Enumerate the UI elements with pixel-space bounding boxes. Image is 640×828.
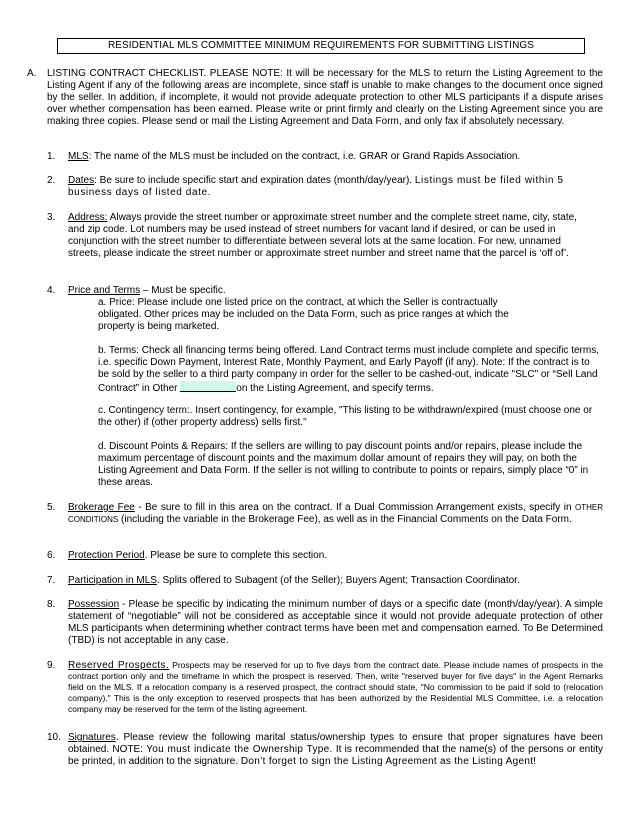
- item-3: [68, 212, 588, 260]
- item-8-label: Possession: [68, 599, 120, 610]
- item-4b-text-post: on the Listing Agreement, and specify terms.: [236, 383, 434, 394]
- item-9-number: 9.: [47, 660, 56, 671]
- item-10-text: . Please review the following marital status/ownership types to ensure that proper signatures have been obtained. NOTE:: [68, 732, 603, 755]
- item-1-text: : The name of the MLS must be included on the contract, i.e. GRAR or Grand Rapids Association.: [88, 151, 521, 162]
- item-8: [68, 599, 603, 647]
- item-6: [68, 550, 603, 562]
- item-5-label: Brokerage Fee: [68, 502, 135, 513]
- item-10-number: 10.: [47, 732, 61, 743]
- item-2-label: Dates: [68, 175, 95, 186]
- item-5-text: - Be sure to fill in this area on the contract. If a Dual Commission Arrangement exists, specify in: [134, 502, 575, 513]
- item-1-label: MLS: [68, 151, 89, 162]
- item-5: [68, 502, 603, 526]
- document-title: RESIDENTIAL MLS COMMITTEE MINIMUM REQUIREMENTS FOR SUBMITTING LISTINGS: [57, 38, 585, 54]
- item-5-number: 5.: [47, 502, 56, 513]
- item-9: [68, 660, 603, 715]
- item-10-label: Signatures: [68, 732, 116, 743]
- item-10-text-3: It is recommended that the name(s) of the persons or entity be printed, in addition to the signature.: [68, 744, 603, 767]
- item-4a: a. Price: Please include one listed price on the contract, at which the Seller is contractually obligated. Other prices may be included on the Data Form, such as price ranges at which the property is being marketed.: [98, 297, 509, 332]
- item-2-number: 2.: [47, 175, 56, 186]
- item-3-label: Address:: [68, 212, 108, 223]
- section-a-marker: A.: [27, 68, 37, 79]
- item-9-text: Prospects may be reserved for up to five days from the contract date. Please include names of prospects in the contract portion only and the timeframe in which the prospect is reserved. Then, write "reserved buyer for five days" in the Agent Remarks field on the MLS. If a relocation company is a reserved prospect, the contract should state, "No commission to be paid if sold to (relocation company)." This is the only exception to reserved prospects that has been authorized by the Residential MLS Committee, i.e. a relocation company may be reserved for the term of the listing agreement.: [68, 660, 603, 714]
- item-6-number: 6.: [47, 550, 56, 561]
- item-4-number: 4.: [47, 285, 56, 296]
- item-10: [68, 732, 603, 768]
- item-3-number: 3.: [47, 212, 56, 223]
- item-3-text: Always provide the street number or approximate street number and the complete street name, city, state, and zip code. Lot numbers may be used instead of street numbers for vacant land if desired, or can be used in conjunction with the street number to differentiate between several lots at the same location. For new, unnamed streets, please indicate the street number or approximate street number and street name that the parcel is ‘off of’.: [68, 212, 577, 259]
- item-4c: c. Contingency term:. Insert contingency, for example, "This listing to be withdrawn/expired (must choose one or the other) if (other property address) sells first.": [98, 405, 593, 428]
- item-8-number: 8.: [47, 599, 56, 610]
- item-1-number: 1.: [47, 151, 56, 162]
- item-10-text-2: You must indicate the Ownership Type.: [146, 744, 333, 755]
- item-7-text: . Splits offered to Subagent (of the Seller); Buyers Agent; Transaction Coordinator.: [156, 575, 520, 586]
- item-10-text-4: Don’t forget to sign the Listing Agreement as the Listing Agent!: [240, 756, 537, 767]
- item-8-text: - Please be specific by indicating the minimum number of days or a specific date (month/day/year). A simple statement of “negotiable” will not be considered as acceptable since it would not provide adequate protection of other MLS participants when determining whether contract terms have been met and compensation earned. To Be Determined (TBD) is not acceptable in any case.: [68, 599, 603, 646]
- item-6-label: Protection Period: [68, 550, 145, 561]
- item-2-text: : Be sure to include specific start and expiration dates (month/day/year).: [94, 175, 413, 186]
- item-6-text: . Please be sure to complete this section.: [144, 550, 328, 561]
- item-4-heading: [68, 285, 588, 297]
- item-4d: d. Discount Points & Repairs: If the sellers are willing to pay discount points and/or repairs, please include the maximum percentage of discount points and the maximum dollar amount of repairs they will pay, on both the Listing Agreement and Data Form. If the seller is not willing to contribute to points or repairs, simply place “0” in these areas.: [98, 441, 589, 488]
- item-5-text-2: (including the variable in the Brokerage Fee), as well as in the Financial Comments on the Data Form.: [118, 514, 572, 525]
- item-7-label: Participation in MLS: [68, 575, 157, 586]
- item-5-other-conditions: OTHER CONDITIONS: [68, 503, 603, 524]
- item-4b-text: b. Terms: Check all financing terms being offered. Land Contract terms must include complete and specific terms, i.e. specific Down Payment, Interest Rate, Monthly Payment, and Early Payoff (if any). Note: If the contract is to be sold by the seller to a third party company in order for the seller to be cashed-out, indicate "SLC" or “Sell Land Contract” in Other: [98, 345, 599, 394]
- item-7: [68, 575, 603, 587]
- item-1: [68, 151, 603, 163]
- item-4-text: – Must be specific.: [140, 285, 226, 296]
- item-9-label: Reserved Prospects.: [68, 660, 170, 671]
- item-4b: [98, 345, 603, 395]
- item-2: [68, 175, 598, 199]
- item-7-number: 7.: [47, 575, 56, 586]
- section-a-text: LISTING CONTRACT CHECKLIST. PLEASE NOTE: It will be necessary for the MLS to return the Listing Agreement to the Listing Agent if any of the following areas are incomplete, since staff is unable to make changes to the document once signed by the seller. In addition, if incomplete, it would not provide adequate protection to other MLS participants if a dispute arises over whether compensation has been earned. Please write or print firmly and clearly on the Listing Agreement since you are making three copies. Please send or mail the Listing Agreement and Data Form, and only fax if absolutely necessary.: [47, 68, 603, 127]
- other-field-highlight: [180, 381, 236, 392]
- item-2-text-2: Listings must be filed within 5 business days of listed date.: [68, 175, 564, 198]
- item-4-label: Price and Terms: [68, 285, 141, 296]
